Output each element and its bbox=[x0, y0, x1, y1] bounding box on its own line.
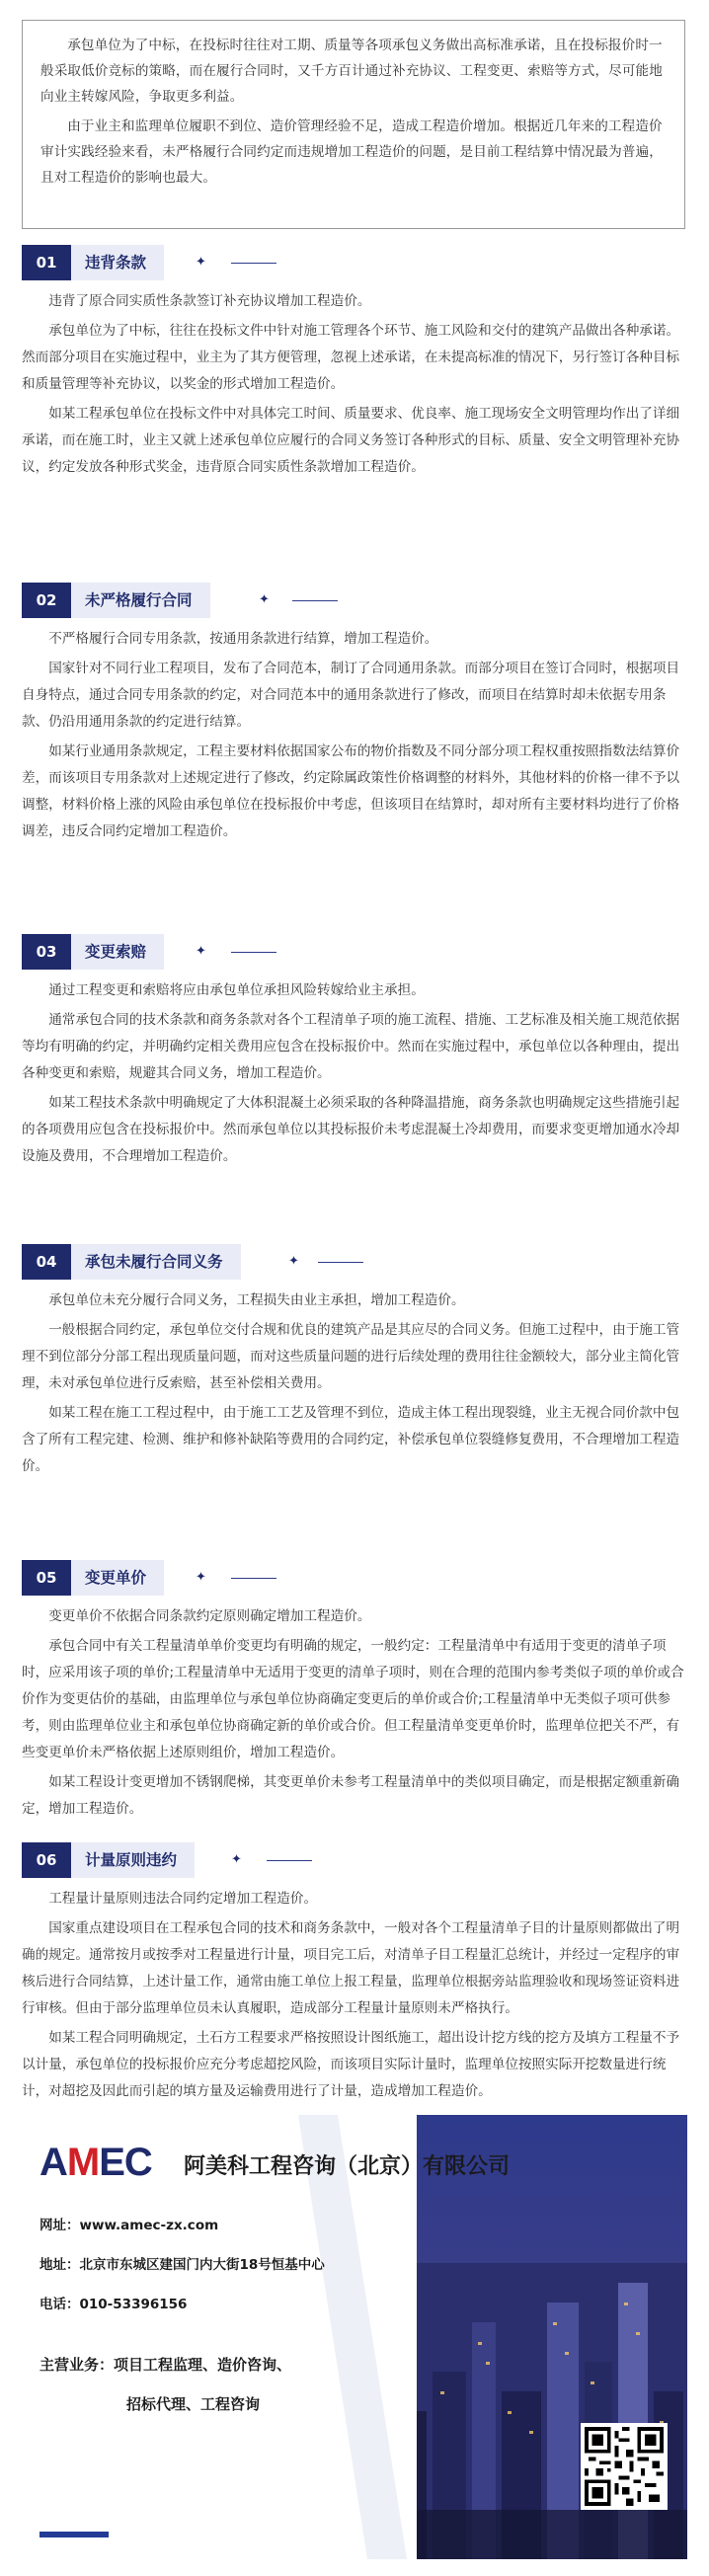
section-header-06 bbox=[22, 1842, 318, 1878]
section-header-04 bbox=[22, 1244, 318, 1280]
divider-line bbox=[231, 952, 276, 953]
paragraph: 如某工程在施工工程过程中，由于施工工艺及管理不到位，造成主体工程出现裂缝，业主无视合同价款中包含了所有工程完建、检测、维护和修补缺陷等费用的合同约定，补偿承包单位裂缝修复费用，不合理增加工程造价。 bbox=[22, 1405, 680, 1474]
section-number: 03 bbox=[22, 934, 71, 970]
paragraph: 通常承包合同的技术条款和商务条款对各个工程清单子项的施工流程、措施、工艺标准及相关施工规范依据等均有明确的约定，并明确约定相关费用应包含在投标报价中。然而在实施过程中，承包单位以各种理由，提出各种变更和索赔，规避其合同义务，增加工程造价。 bbox=[22, 1012, 680, 1081]
section-title: 违背条款 bbox=[71, 245, 164, 280]
divider-line bbox=[292, 600, 338, 601]
business-line-2: 招标代理、工程咨询 bbox=[126, 2395, 261, 2413]
star-icon: ✦ bbox=[259, 592, 270, 607]
city-skyline-image bbox=[391, 2263, 687, 2559]
paragraph: 如某工程设计变更增加不锈钢爬梯，其变更单价未参考工程量清单中的类似项目确定，而是根据定额重新确定，增加工程造价。 bbox=[22, 1774, 680, 1817]
section-header-05 bbox=[22, 1560, 318, 1596]
paragraph: 如某工程合同明确规定，土石方工程要求严格按照设计图纸施工，超出设计挖方线的挖方及填方工程量不予以计量，承包单位的投标报价应充分考虑超挖风险，而该项目实际计量时，监理单位按照实际开挖数量进行统计，对超挖及因此而引起的填方量及运输费用进行了计量，造成增加工程造价。 bbox=[22, 2030, 680, 2099]
star-icon: ✦ bbox=[231, 1852, 242, 1867]
paragraph: 如某工程承包单位在投标文件中对具体完工时间、质量要求、优良率、施工现场安全文明管理均作出了详细承诺，而在施工时，业主又就上述承包单位应履行的合同义务签订各种形式的目标、质量、安全文明管理补充协议，约定发放各种形式奖金，违背原合同实质性条款增加工程造价。 bbox=[22, 406, 680, 475]
company-name: 阿美科工程咨询（北京）有限公司 bbox=[184, 2154, 511, 2179]
section-body-06 bbox=[22, 1886, 685, 2108]
paragraph: 国家重点建设项目在工程承包合同的技术和商务条款中，一般对各个工程量清单子目的计量原则都做出了明确的规定。通常按月或按季对工程量进行计量，项目完工后，对清单子目工程量汇总统计，并经过一定程序的审核后进行合同结算，上述计量工作，通常由施工单位上报工程量，监理单位根据旁站监理验收和现场签证资料进行审核。但由于部分监理单位员未认真履职，造成部分工程量计量原则未严格执行。 bbox=[22, 1920, 680, 2016]
section-title: 承包未履行合同义务 bbox=[71, 1244, 241, 1280]
section-number: 02 bbox=[22, 583, 71, 618]
amec-logo: AMEC bbox=[39, 2141, 152, 2184]
star-icon: ✦ bbox=[196, 255, 206, 270]
star-icon: ✦ bbox=[196, 1570, 206, 1585]
star-icon: ✦ bbox=[196, 944, 206, 959]
paragraph: 违背了原合同实质性条款签订补充协议增加工程造价。 bbox=[48, 293, 371, 309]
section-title: 计量原则违约 bbox=[71, 1842, 195, 1878]
website-line: 网址：www.amec-zx.com bbox=[39, 2218, 219, 2233]
section-title: 变更索赔 bbox=[71, 934, 164, 970]
paragraph: 如某行业通用条款规定，工程主要材料依据国家公布的物价指数及不同分部分项工程权重按照指数法结算价差，而该项目专用条款对上述规定进行了修改，约定除属政策性价格调整的材料外，其他材料的价格一律不予以调整，材料价格上涨的风险由承包单位在投标报价中考虑，但该项目在结算时，却对所有主要材料均进行了价格调差，违反合同约定增加工程造价。 bbox=[22, 743, 680, 839]
paragraph: 一般根据合同约定，承包单位交付合规和优良的建筑产品是其应尽的合同义务。但施工过程中，由于施工管理不到位部分分部工程出现质量问题，而对这些质量问题的进行后续处理的费用往往金额较大，部分业主简化管理，未对承包单位进行反索赔，甚至补偿相关费用。 bbox=[22, 1322, 680, 1391]
qr-code-image[interactable] bbox=[581, 2423, 668, 2510]
business-line: 主营业务：项目工程监理、造价咨询、 bbox=[39, 2356, 292, 2374]
paragraph: 不严格履行合同专用条款，按通用条款进行结算，增加工程造价。 bbox=[48, 631, 438, 647]
paragraph: 工程量计量原则违法合同约定增加工程造价。 bbox=[48, 1891, 318, 1907]
section-number: 05 bbox=[22, 1560, 71, 1596]
paragraph: 承包合同中有关工程量清单单价变更均有明确的规定，一般约定：工程量清单中有适用于变更的清单子项时，应采用该子项的单价;工程量清单中无适用于变更的清单子项时，则在合理的范围内参考类似子项的单价或合价作为变更估价的基础，由监理单位与承包单位协商确定变更后的单价或合价;工程量清单中无类似子项可供参考，则由监理单位业主和承包单位协商确定新的单价或合价。但工程量清单变更单价时，监理单位把关不严，有些变更单价未严格依据上述原则组价，增加工程造价。 bbox=[22, 1638, 684, 1760]
divider-line bbox=[318, 1262, 363, 1263]
phone-line: 电话：010-53396156 bbox=[39, 2297, 188, 2312]
address-line: 地址：北京市东城区建国门内大街18号恒基中心 bbox=[39, 2257, 325, 2273]
section-number: 06 bbox=[22, 1842, 71, 1878]
paragraph: 如某工程技术条款中明确规定了大体积混凝土必须采取的各种降温措施，商务条款也明确规定这些措施引起的各项费用应包含在投标报价中。然而承包单位以其投标报价未考虑混凝土冷却费用，而要求变更增加通水冷却设施及费用，不合理增加工程造价。 bbox=[22, 1095, 680, 1164]
section-body-04 bbox=[22, 1288, 685, 1483]
section-number: 04 bbox=[22, 1244, 71, 1280]
paragraph: 国家针对不同行业工程项目，发布了合同范本，制订了合同通用条款。而部分项目在签订合同时，根据项目自身特点，通过合同专用条款的约定，对合同范本中的通用条款进行了修改，而项目在结算时却未依据专用条款、仍沿用通用条款的约定进行结算。 bbox=[22, 661, 680, 730]
divider-line bbox=[267, 1860, 312, 1861]
section-body-02 bbox=[22, 626, 685, 848]
paragraph: 通过工程变更和索赔将应由承包单位承担风险转嫁给业主承担。 bbox=[48, 982, 425, 998]
website-link[interactable]: www.amec-zx.com bbox=[79, 2218, 219, 2233]
section-body-05 bbox=[22, 1603, 685, 1826]
divider-line bbox=[231, 263, 276, 264]
paragraph: 变更单价不依据合同条款约定原则确定增加工程造价。 bbox=[48, 1608, 371, 1624]
star-icon: ✦ bbox=[288, 1254, 299, 1269]
section-body-03 bbox=[22, 977, 685, 1173]
section-header-03 bbox=[22, 934, 318, 970]
section-header-02 bbox=[22, 583, 318, 618]
company-card bbox=[22, 2115, 687, 2559]
divider-line bbox=[231, 1578, 276, 1579]
paragraph: 承包单位为了中标，往往在投标文件中针对施工管理各个环节、施工风险和交付的建筑产品做出各种承诺。然而部分项目在实施过程中，业主为了其方便管理，忽视上述承诺，在未提高标准的情况下，另行签订各种目标和质量管理等补充协议，以奖金的形式增加工程造价。 bbox=[22, 323, 680, 392]
section-title: 未严格履行合同 bbox=[71, 583, 210, 618]
intro-box bbox=[22, 20, 685, 229]
paragraph: 承包单位未充分履行合同义务，工程损失由业主承担，增加工程造价。 bbox=[48, 1292, 465, 1308]
section-header-01 bbox=[22, 245, 318, 280]
section-body-01 bbox=[22, 288, 685, 484]
section-title: 变更单价 bbox=[71, 1560, 164, 1596]
intro-paragraph: 由于业主和监理单位履职不到位、造价管理经验不足，造成工程造价增加。根据近几年来的工程造价审计实践经验来看，未严格履行合同约定而违规增加工程造价的问题，是目前工程结算中情况最为普遍，且对工程造价的影响也最大。 bbox=[40, 118, 663, 186]
intro-paragraph: 承包单位为了中标，在投标时往往对工期、质量等各项承包义务做出高标准承诺，且在投标报价时一般采取低价竞标的策略，而在履行合同时，又千方百计通过补充协议、工程变更、索赔等方式，尽可能地向业主转嫁风险，争取更多利益。 bbox=[40, 38, 663, 105]
section-number: 01 bbox=[22, 245, 71, 280]
accent-bar bbox=[39, 2532, 109, 2537]
logo-row bbox=[39, 2135, 511, 2188]
